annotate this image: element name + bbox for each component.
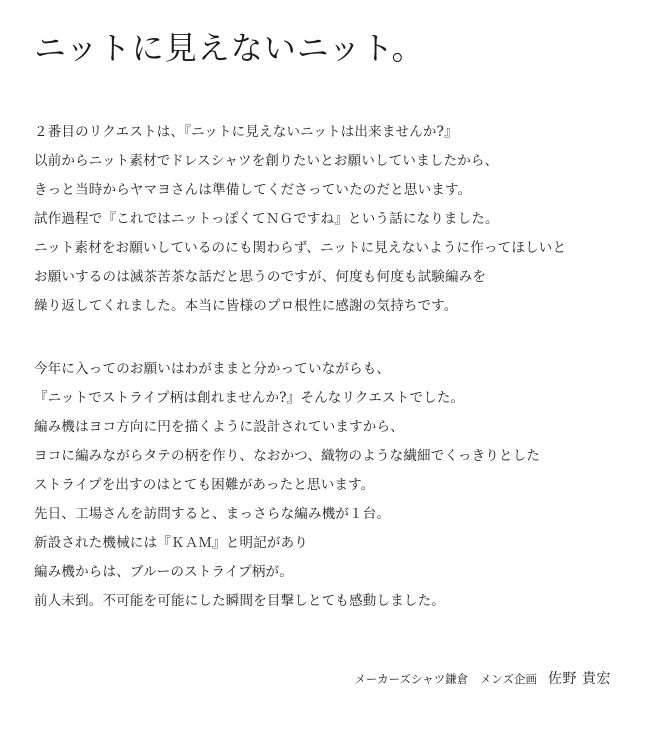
text-line: 先日、工場さんを訪問すると、まっさらな編み機が１台。 [34,506,391,522]
article-title: ニットに見えないニット。 [34,29,425,67]
text-line: 『ニットでストライプ柄は創れませんか?』そんなリクエストでした。 [34,390,465,406]
text-line: ニット素材をお願いしているのにも関わらず、ニットに見えないように作ってほしいと [34,240,567,256]
text-line: 以前からニット素材でドレスシャツを創りたいとお願いしていましたから、 [34,153,499,169]
text-line: ２番目のリクエストは、『ニットに見えないニットは出来ませんか?』 [34,124,458,140]
text-line: きっと当時からヤマヨさんは準備してくださっていたのだと思います。 [34,182,472,198]
paragraph-first [34,118,634,321]
text-line: お願いするのは滅茶苦茶な話だと思うのですが、何度も何度も試験編みを [34,269,487,285]
text-line: 試作過程で『これではニットっぽくてＮＧですね』という話になりました。 [34,211,499,227]
text-line: ストライプを出すのはとても困難があったと思います。 [34,477,375,493]
signature-organization: メーカーズシャツ鎌倉 メンズ企画 [354,672,537,686]
text-line: 今年に入ってのお願いはわがままと分かっていながらも、 [34,361,391,377]
text-line: 編み機はヨコ方向に円を描くように設計されていますから、 [34,419,404,435]
text-line: ヨコに編みながらタテの柄を作り、なおかつ、織物のような繊細でくっきりとした [34,448,541,464]
paragraph-second [34,355,634,616]
signature [354,668,611,688]
signature-name: 佐野 貴宏 [548,671,611,687]
text-line: 繰り返してくれました。本当に皆様のプロ根性に感謝の気持ちです。 [34,298,458,314]
text-line: 新設された機械には『ＫＡＭ』と明記があり [34,535,308,551]
text-line: 前人未到。不可能を可能にした瞬間を目撃しとても感動しました。 [34,593,445,609]
text-line: 編み機からは、ブルーのストライプ柄が。 [34,564,293,580]
